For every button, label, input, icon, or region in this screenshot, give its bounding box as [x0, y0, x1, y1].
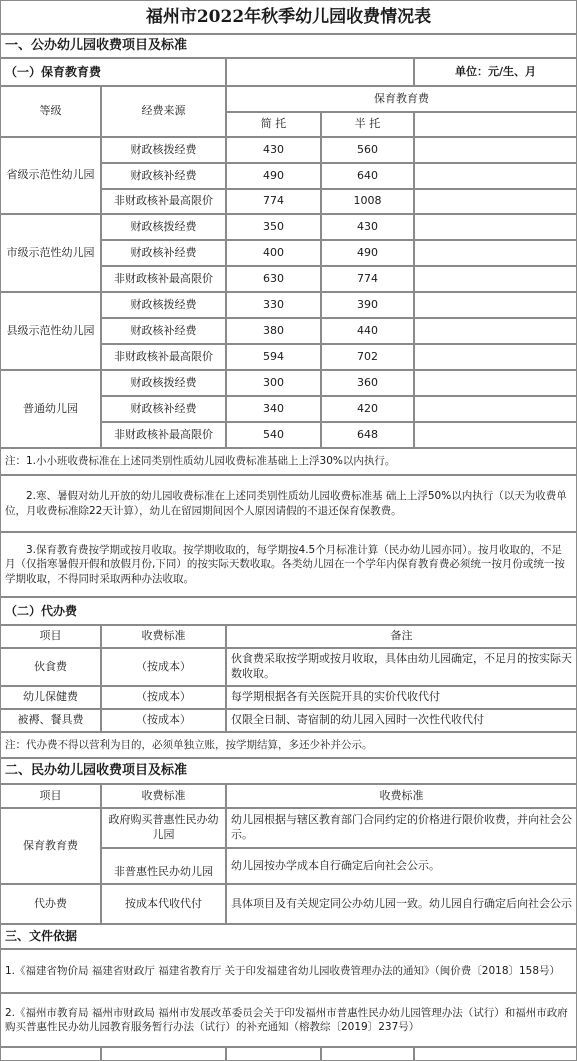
full-fee-cell: 340 — [226, 396, 321, 422]
blank-cell — [414, 396, 577, 422]
section2-heading: 二、民办幼儿园收费项目及标准 — [0, 758, 577, 784]
header-level: 等级 — [0, 86, 101, 137]
private-header-item: 项目 — [0, 784, 101, 808]
blank-cell — [414, 422, 577, 448]
header-full-day: 简 托 — [226, 112, 321, 137]
source-cell: 财政核拨经费 — [101, 292, 226, 318]
agency-header-item: 项目 — [0, 625, 101, 648]
note-3: 3.保育教育费按学期或按月收取。按学期收取的，每学期按4.5个月标准计算（民办幼儿园亦同）。按月收取的，不足月（仅指寒暑假开假和放假月份,下同）的按实际天数收取。各类幼儿园在一个学年内保育教育费必须统一按月份或统一按学期收取，不得同时采取两种办法收取。 — [0, 532, 577, 597]
agency-standard: （按成本） — [101, 686, 226, 709]
unit-label: 单位：元/生、月 — [414, 58, 577, 86]
private-agency-desc: 具体项目及有关规定同公办幼儿园一致。幼儿园自行确定后向社会公示 — [226, 884, 577, 924]
half-fee-cell: 490 — [321, 240, 414, 266]
full-fee-cell: 350 — [226, 214, 321, 240]
blank-cell — [0, 1047, 101, 1061]
half-fee-cell: 390 — [321, 292, 414, 318]
full-fee-cell: 540 — [226, 422, 321, 448]
agency-header-remark: 备注 — [226, 625, 577, 648]
source-cell: 财政核补经费 — [101, 240, 226, 266]
agency-item: 伙食费 — [0, 648, 101, 686]
full-fee-cell: 430 — [226, 137, 321, 163]
private-desc: 幼儿园按办学成本自行确定后向社会公示。 — [226, 848, 577, 884]
source-cell: 财政核拨经费 — [101, 137, 226, 163]
blank-cell — [414, 370, 577, 396]
private-agency-item: 代办费 — [0, 884, 101, 924]
blank-cell — [321, 1047, 414, 1061]
full-fee-cell: 380 — [226, 318, 321, 344]
half-fee-cell: 774 — [321, 266, 414, 292]
private-standard: 非普惠性民办幼儿园 — [101, 848, 226, 884]
blank-cell — [414, 189, 577, 214]
source-cell: 非财政核补最高限价 — [101, 266, 226, 292]
private-header-desc: 收费标准 — [226, 784, 577, 808]
doc-reference-1: 1.《福建省物价局 福建省财政厅 福建省教育厅 关于印发福建省幼儿园收费管理办法的通知》（闽价费〔2018〕158号） — [0, 949, 577, 993]
header-fee: 保育教育费 — [226, 86, 577, 112]
level-cell: 市级示范性幼儿园 — [0, 214, 101, 292]
blank-cell — [414, 318, 577, 344]
agency-header-standard: 收费标准 — [101, 625, 226, 648]
agency-remark: 每学期根据各有关医院开具的实价代收代付 — [226, 686, 577, 709]
blank-cell — [414, 163, 577, 189]
level-cell: 县级示范性幼儿园 — [0, 292, 101, 370]
blank-cell — [414, 137, 577, 163]
source-cell: 非财政核补最高限价 — [101, 344, 226, 370]
sub-heading-care-fee: （一）保育教育费 — [0, 58, 226, 86]
full-fee-cell: 400 — [226, 240, 321, 266]
blank-cell — [414, 112, 577, 137]
blank-cell — [414, 240, 577, 266]
private-header-standard: 收费标准 — [101, 784, 226, 808]
blank-cell — [414, 344, 577, 370]
header-source: 经费来源 — [101, 86, 226, 137]
blank-cell — [414, 266, 577, 292]
half-fee-cell: 1008 — [321, 189, 414, 214]
blank-cell — [226, 58, 414, 86]
source-cell: 财政核补经费 — [101, 163, 226, 189]
agency-item: 幼儿保健费 — [0, 686, 101, 709]
half-fee-cell: 420 — [321, 396, 414, 422]
section3-heading: 三、文件依据 — [0, 924, 577, 949]
agency-remark: 伙食费采取按学期或按月收取，具体由幼儿园确定，不足月的按实际天数收取。 — [226, 648, 577, 686]
level-cell: 省级示范性幼儿园 — [0, 137, 101, 214]
private-standard: 政府购买普惠性民办幼儿园 — [101, 808, 226, 848]
full-fee-cell: 630 — [226, 266, 321, 292]
private-desc: 幼儿园根据与辖区教育部门合同约定的价格进行限价收费，并向社会公示。 — [226, 808, 577, 848]
blank-cell — [414, 214, 577, 240]
half-fee-cell: 440 — [321, 318, 414, 344]
source-cell: 财政核拨经费 — [101, 214, 226, 240]
half-fee-cell: 640 — [321, 163, 414, 189]
blank-cell — [414, 1047, 577, 1061]
source-cell: 财政核补经费 — [101, 396, 226, 422]
agency-item: 被褥、餐具费 — [0, 709, 101, 732]
full-fee-cell: 594 — [226, 344, 321, 370]
note-1: 注：1.小小班收费标准在上述同类别性质幼儿园收费标准基础上上浮30%以内执行。 — [0, 448, 577, 475]
source-cell: 财政核拨经费 — [101, 370, 226, 396]
full-fee-cell: 330 — [226, 292, 321, 318]
doc-reference-2: 2.《福州市教育局 福州市财政局 福州市发展改革委员会关于印发福州市普惠性民办幼儿园管理办法（试行）和福州市政府购买普惠性民办幼儿园教育服务暂行办法（试行）的补充通知（榕教综〔2019〕237号） — [0, 993, 577, 1047]
source-cell: 非财政核补最高限价 — [101, 189, 226, 214]
full-fee-cell: 774 — [226, 189, 321, 214]
page-title: 福州市2022年秋季幼儿园收费情况表 — [0, 0, 577, 34]
half-fee-cell: 702 — [321, 344, 414, 370]
agency-note: 注：代办费不得以营利为目的，必须单独立账，按学期结算，多还少补并公示。 — [0, 732, 577, 758]
note-2: 2.寒、暑假对幼儿开放的幼儿园收费标准在上述同类别性质幼儿园收费标准基 础上上浮50%以内执行（以天为收费单位，月收费标准除22天计算），幼儿在留园期间因个人原因请假的不退还保育保教费。 — [0, 475, 577, 532]
section1-heading: 一、公办幼儿园收费项目及标准 — [0, 34, 577, 58]
private-agency-standard: 按成本代收代付 — [101, 884, 226, 924]
half-fee-cell: 648 — [321, 422, 414, 448]
sub-heading-agency-fee: （二）代办费 — [0, 597, 577, 625]
blank-cell — [226, 1047, 321, 1061]
full-fee-cell: 490 — [226, 163, 321, 189]
half-fee-cell: 560 — [321, 137, 414, 163]
blank-cell — [414, 292, 577, 318]
full-fee-cell: 300 — [226, 370, 321, 396]
source-cell: 非财政核补最高限价 — [101, 422, 226, 448]
agency-remark: 仅限全日制、寄宿制的幼儿园入园时一次性代收代付 — [226, 709, 577, 732]
half-fee-cell: 430 — [321, 214, 414, 240]
half-fee-cell: 360 — [321, 370, 414, 396]
agency-standard: （按成本） — [101, 648, 226, 686]
source-cell: 财政核补经费 — [101, 318, 226, 344]
blank-cell — [101, 1047, 226, 1061]
header-half-day: 半 托 — [321, 112, 414, 137]
agency-standard: （按成本） — [101, 709, 226, 732]
level-cell: 普通幼儿园 — [0, 370, 101, 448]
private-care-item: 保育教育费 — [0, 808, 101, 884]
